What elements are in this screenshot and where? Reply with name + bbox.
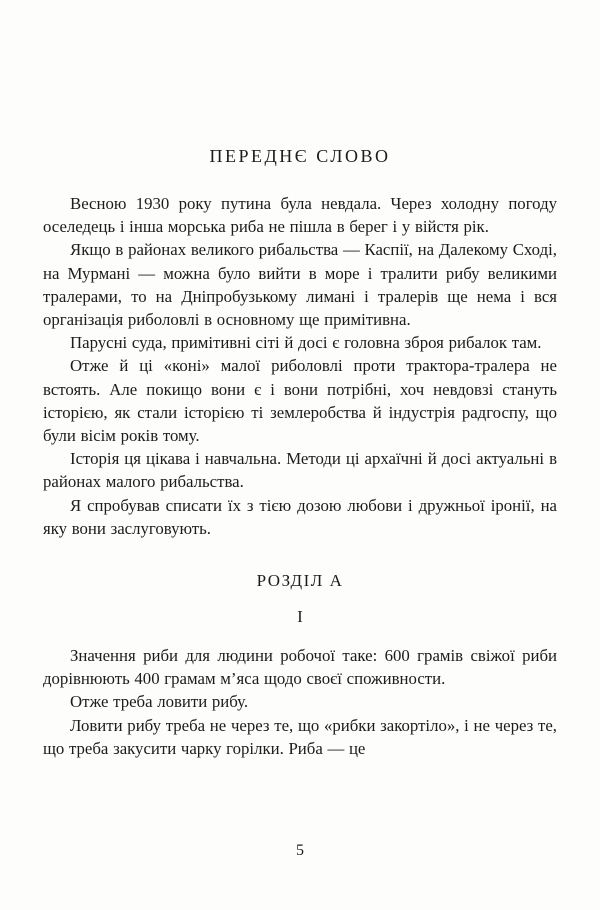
page-number: 5 (296, 842, 304, 859)
foreword-section (43, 192, 557, 540)
section-number: І (297, 607, 303, 627)
body-paragraph: Ловити рибу треба не через те, що «рибки закортіло», і не через те, що треба закусити чарку горілки. Риба — це (43, 715, 557, 758)
body-paragraph: Отже й ці «коні» малої риболовлі проти трактора-тралера не встоять. Але покищо вони є і вони потрібні, хоч невдовзі стануть історією, як стали історією ті землеробства й індустрія радгоспу, що були вісім років тому. (43, 356, 557, 446)
body-paragraph: Значення риби для людини робочої таке: 600 грамів свіжої риби дорівнюють 400 грамам м’яса щодо своєї споживности. (43, 646, 557, 689)
body-paragraph: Історія ця цікава і навчальна. Методи ці архаїчні й досі актуальні в районах малого рибальства. (43, 449, 557, 492)
body-paragraph: Отже треба ловити рибу. (70, 692, 249, 712)
body-paragraph: Парусні суда, примітивні сіті й досі є головна зброя рибалок там. (70, 333, 542, 353)
page-title: ПЕРЕДНЄ СЛОВО (209, 146, 391, 166)
body-paragraph: Я спробував списати їх з тією дозою любови і дружньої іронії, на яку вони заслуговують. (43, 495, 557, 538)
chapter-heading: РОЗДІЛ А (256, 571, 344, 591)
body-paragraph: Весною 1930 року путина була невдала. Через холодну погоду оселедець і інша морська риба не пішла в берег і у війстя рік. (43, 194, 557, 237)
chapter-section (43, 644, 557, 760)
body-paragraph: Якщо в районах великого рибальства — Каспії, на Далекому Сході, на Мурмані — можна було вийти в море і тралити рибу великими тралерами, то на Дніпробузькому лимані і тралерів ще нема і вся організація риболовлі в основному ще примітивна. (43, 240, 557, 330)
